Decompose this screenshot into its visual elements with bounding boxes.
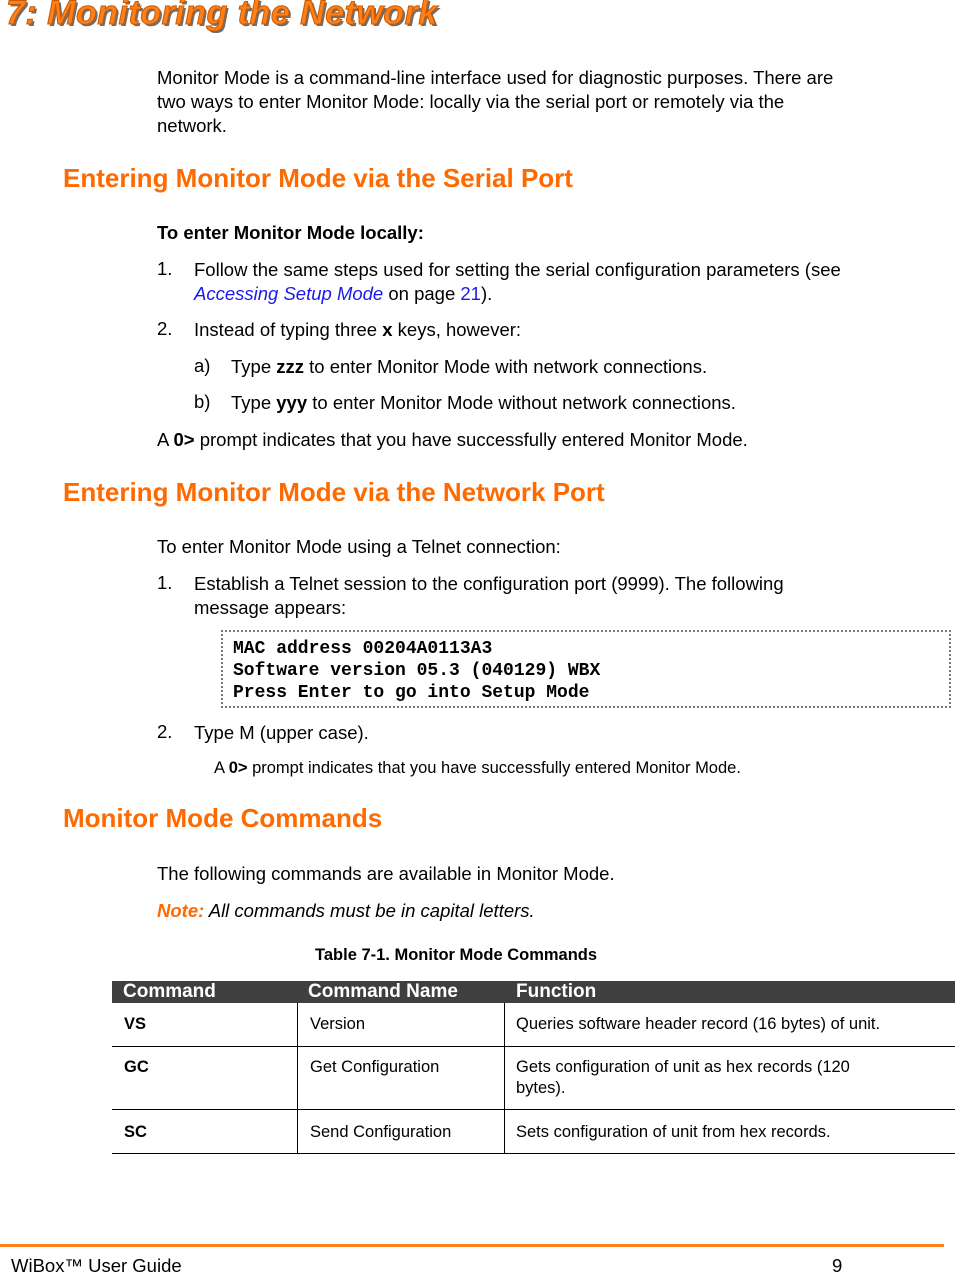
step1-mid-text: on page (383, 283, 461, 304)
section-heading-serial: Entering Monitor Mode via the Serial Port (63, 163, 573, 193)
telnet-intro: To enter Monitor Mode using a Telnet connection: (157, 536, 561, 557)
substep-b-pre: Type (231, 392, 277, 413)
step2-text (194, 318, 521, 342)
section-heading-network: Entering Monitor Mode via the Network Port (63, 477, 605, 507)
accessing-setup-mode-link[interactable]: Accessing Setup Mode (194, 283, 384, 304)
cell-command-name: Send Configuration (310, 1123, 452, 1141)
table-row (112, 1003, 955, 1047)
cell-function: Queries software header record (16 bytes) of unit. (516, 1015, 881, 1033)
column-header-command: Command (123, 981, 216, 1002)
step-number: 1. (157, 572, 173, 593)
telnet-step1-line1: Establish a Telnet session to the configuration port (9999). The following (194, 573, 784, 594)
code-line: MAC address 00204A0113A3 (233, 639, 493, 659)
step1-end-text: ). (480, 283, 493, 304)
telnet-step2-text: Type M (upper case). (194, 722, 369, 743)
step-number: 1. (157, 258, 173, 279)
prompt-key: 0> (228, 759, 248, 777)
step-number: 2. (157, 721, 173, 742)
footer-document-title: WiBox™ User Guide (11, 1255, 182, 1276)
substep-a-post: to enter Monitor Mode with network connections. (304, 356, 708, 377)
serial-result-text (157, 428, 748, 452)
substep-letter: b) (194, 391, 211, 412)
intro-line-2: two ways to enter Monitor Mode: locally via the serial port or remotely via the (157, 91, 785, 112)
substep-b-key: yyy (276, 392, 308, 413)
network-result-text (214, 756, 741, 780)
table-row (112, 1110, 955, 1154)
cell-command-name: Version (310, 1015, 366, 1033)
page-number: 9 (832, 1255, 843, 1276)
substep-a-key: zzz (276, 356, 304, 377)
subheading-locally: To enter Monitor Mode locally: (157, 222, 424, 243)
code-block (221, 630, 951, 708)
result-post: prompt indicates that you have successfully entered Monitor Mode. (194, 429, 748, 450)
footer-rule (0, 1244, 944, 1247)
table-caption: Table 7-1. Monitor Mode Commands (315, 946, 598, 964)
result-post: prompt indicates that you have successfully entered Monitor Mode. (247, 759, 741, 777)
step2-pre: Instead of typing three (194, 319, 383, 340)
commands-intro: The following commands are available in Monitor Mode. (157, 863, 615, 884)
cell-command: GC (124, 1058, 149, 1076)
prompt-key: 0> (173, 429, 195, 450)
note-label: Note: (157, 900, 205, 921)
column-header-command-name: Command Name (308, 981, 458, 1002)
cell-command: VS (124, 1015, 147, 1033)
table-header-row (112, 981, 955, 1003)
code-line: Software version 05.3 (040129) WBX (233, 661, 601, 681)
code-line: Press Enter to go into Setup Mode (233, 683, 590, 703)
cell-function-cont: bytes). (516, 1079, 566, 1097)
telnet-step1-line2: message appears: (194, 597, 347, 618)
cell-function: Gets configuration of unit as hex records (120 (516, 1058, 850, 1076)
note-text: All commands must be in capital letters. (204, 900, 535, 921)
substep-a-text (231, 355, 707, 379)
table-row (112, 1047, 955, 1110)
section-heading-commands: Monitor Mode Commands (63, 803, 383, 833)
step1-line2 (194, 282, 492, 306)
cell-function: Sets configuration of unit from hex records. (516, 1123, 831, 1141)
cell-command: SC (124, 1123, 147, 1141)
chapter-title: 7: Monitoring the Network (6, 0, 438, 32)
substep-letter: a) (194, 355, 211, 376)
intro-line-1: Monitor Mode is a command-line interface used for diagnostic purposes. There are (157, 67, 834, 88)
substep-a-pre: Type (231, 356, 277, 377)
cell-command-name: Get Configuration (310, 1058, 440, 1076)
substep-b-text (231, 391, 736, 415)
step2-key: x (382, 319, 393, 340)
step-number: 2. (157, 318, 173, 339)
intro-line-3: network. (157, 115, 227, 136)
result-pre: A (214, 759, 229, 777)
column-header-function: Function (516, 981, 597, 1002)
substep-b-post: to enter Monitor Mode without network connections. (307, 392, 736, 413)
step1-line1: Follow the same steps used for setting the serial configuration parameters (see (194, 259, 841, 280)
page-21-link[interactable]: 21 (460, 283, 481, 304)
note (157, 899, 535, 923)
result-pre: A (157, 429, 174, 450)
step2-post: keys, however: (392, 319, 522, 340)
